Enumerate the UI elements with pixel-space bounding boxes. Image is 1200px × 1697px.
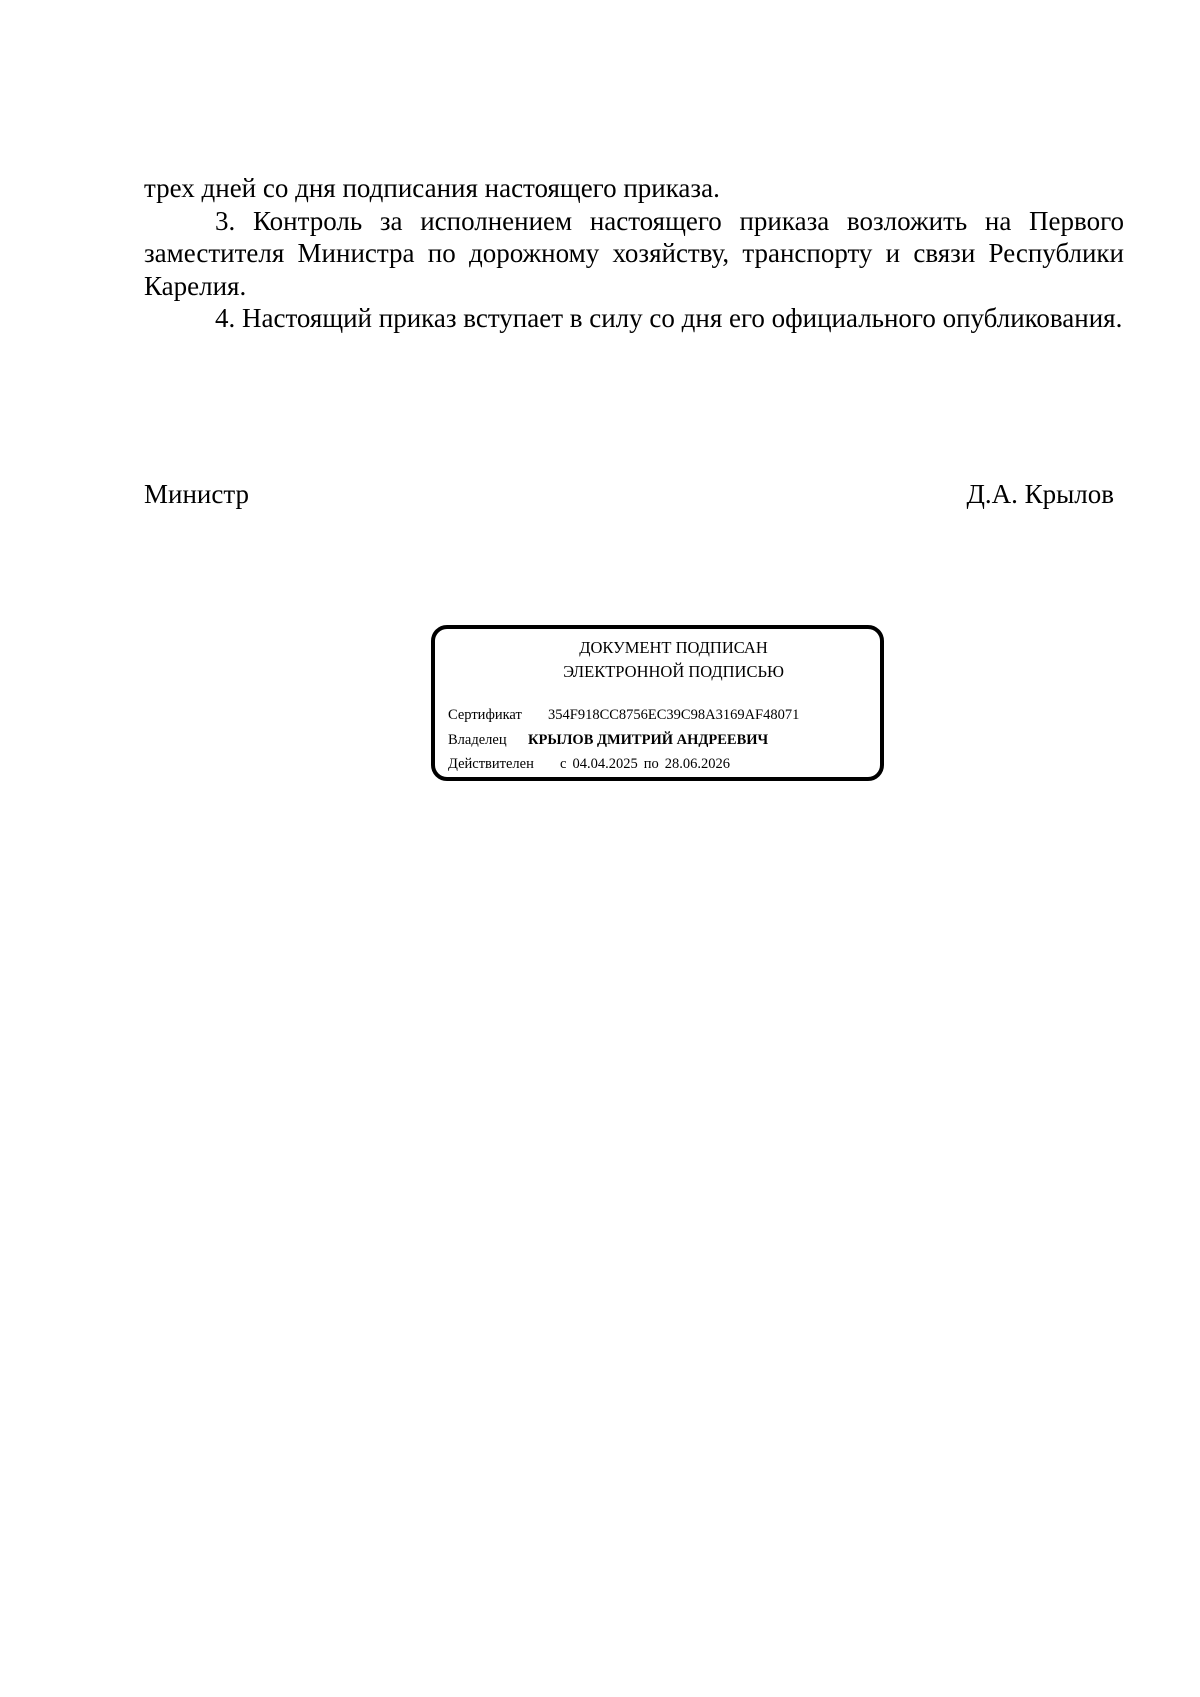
electronic-signature-stamp <box>431 625 884 781</box>
validity-label: Действителен <box>448 756 534 772</box>
owner-value: КРЫЛОВ ДМИТРИЙ АНДРЕЕВИЧ <box>528 732 769 748</box>
stamp-heading <box>435 636 880 684</box>
paragraph-continuation: трех дней со дня подписания настоящего приказа. <box>144 173 720 203</box>
stamp-heading-line-2: ЭЛЕКТРОННОЙ ПОДПИСЬЮ <box>563 662 784 681</box>
stamp-heading-line-1: ДОКУМЕНТ ПОДПИСАН <box>579 638 768 657</box>
owner-label: Владелец <box>448 732 507 748</box>
order-body-text <box>144 172 1124 335</box>
stamp-validity-row <box>448 754 730 774</box>
valid-from-date: 04.04.2025 <box>572 756 638 772</box>
paragraph-3: 3. Контроль за исполнением настоящего приказа возложить на Первого заместителя Министра по дорожному хозяйству, транспорту и связи Республики Карелия. <box>144 205 1124 301</box>
signatory-title: Министр <box>144 479 249 509</box>
certificate-value: 354F918CC8756EC39C98A3169AF48071 <box>548 707 800 723</box>
certificate-label: Сертификат <box>448 707 522 723</box>
stamp-certificate-row <box>448 705 799 725</box>
signatory-name: Д.А. Крылов <box>966 479 1114 509</box>
valid-from-prefix: с <box>560 756 567 772</box>
valid-to-date: 28.06.2026 <box>664 756 730 772</box>
valid-to-prefix: по <box>643 756 659 772</box>
stamp-owner-row <box>448 730 768 750</box>
paragraph-4: 4. Настоящий приказ вступает в силу со дня его официального опубликования. <box>215 303 1123 333</box>
